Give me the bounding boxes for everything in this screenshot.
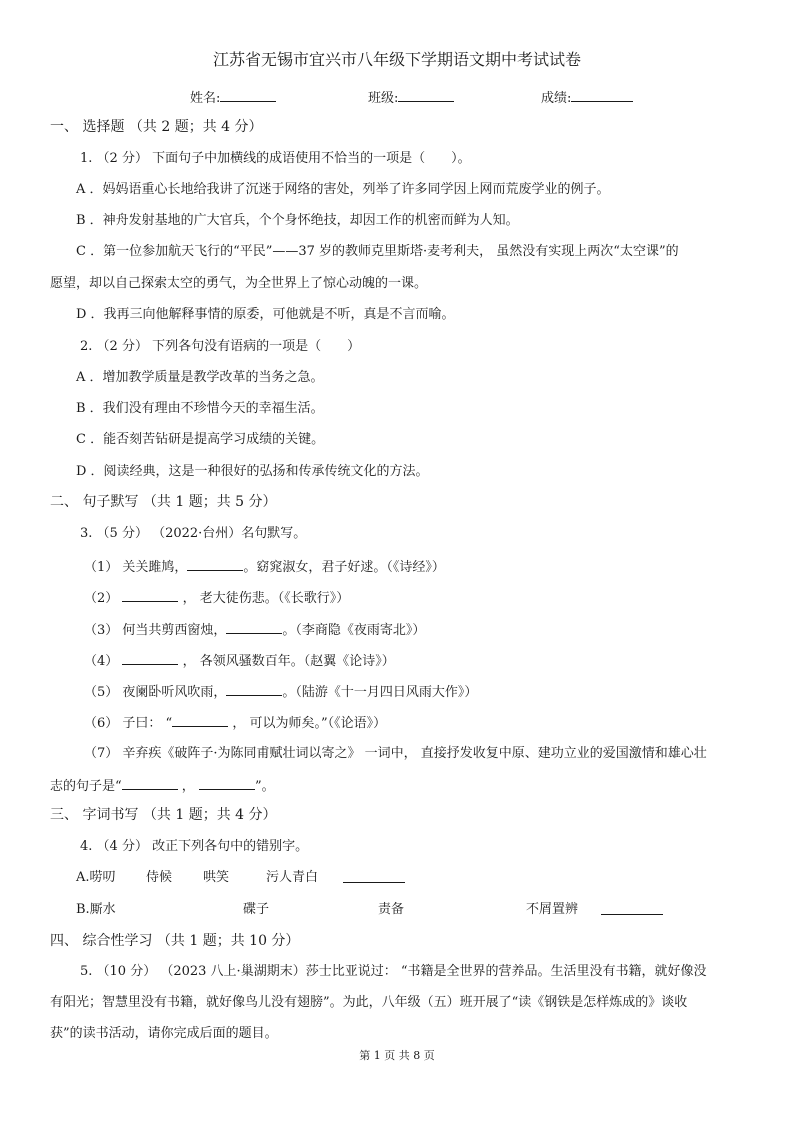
page-title: 江苏省无锡市宜兴市八年级下学期语文期中考试试卷: [212, 50, 581, 69]
option-c: C ．第一位参加航天飞行的“平民”——37 岁的教师克里斯塔·麦考利夫， 虽然没有实现上两次“太空课”的: [76, 244, 679, 259]
item-text: ， 可以为师矣。”（《论语》）: [232, 716, 387, 731]
item-text: 。（陆游《十一月四日风雨大作》）: [282, 685, 478, 700]
answer-blank: [122, 589, 178, 602]
score-label: 成绩:: [541, 91, 572, 106]
option-d: D ．我再三向他解释事情的原委，可他就是不听，真是不言而喻。: [76, 307, 455, 322]
item-text: ，: [181, 779, 195, 794]
word-cell: 不屑置辨: [526, 902, 579, 917]
section-heading: 一、 选择题 （共 2 题；共 4 分）: [50, 119, 263, 135]
item-text: （6） 子曰： “: [84, 716, 173, 731]
word-cell: 责备: [378, 902, 405, 917]
question-stem: 2. （2 分） 下列各句没有语病的一项是（ ）: [80, 339, 361, 354]
option-c: C ．能否刻苦钻研是提高学习成绩的关键。: [76, 432, 325, 447]
answer-blank: [187, 558, 243, 571]
recitation-item: [84, 621, 425, 639]
section-heading: 二、 句子默写 （共 1 题；共 5 分）: [50, 494, 277, 510]
class-label: 班级:: [368, 91, 399, 106]
option-d: D ．阅读经典，这是一种很好的弘扬和传承传统文化的方法。: [76, 464, 429, 479]
section-heading: 三、 字词书写 （共 1 题；共 4 分）: [50, 807, 277, 823]
class-field: [368, 89, 454, 107]
option-b: B ．我们没有理由不珍惜今天的幸福生活。: [76, 401, 324, 416]
option-c-continued: 愿望，却以自己探索太空的勇气，为全世界上了惊心动魄的一课。: [50, 276, 428, 291]
item-text: 。（李商隐《夜雨寄北》）: [282, 623, 426, 638]
item-text: ”。: [254, 779, 275, 794]
item-text: （5） 夜阑卧听风吹雨，: [84, 685, 227, 700]
recitation-item-continued: [50, 777, 275, 795]
name-blank: [220, 89, 276, 102]
score-field: [541, 89, 633, 107]
item-text: 。窈窕淑女，君子好逑。（《诗经》）: [243, 560, 445, 575]
page-footer: 第 1 页 共 8 页: [359, 1049, 435, 1062]
option-b: B ．神舟发射基地的广大官兵，个个身怀绝技，却因工作的机密而鲜为人知。: [76, 213, 519, 228]
item-text: 志的句子是“: [50, 779, 122, 794]
question-stem: 3. （5 分） （2022·台州）名句默写。: [80, 526, 307, 541]
word-cell: B.厮水: [76, 902, 116, 917]
class-blank: [398, 89, 454, 102]
answer-blank: [199, 777, 255, 790]
recitation-item: [84, 558, 445, 576]
word-cell: 污人青白: [266, 870, 319, 885]
question-stem: 1. （2 分） 下面句子中加横线的成语使用不恰当的一项是（ ）。: [80, 151, 471, 166]
item-text: （3） 何当共剪西窗烛，: [84, 623, 227, 638]
recitation-item: （7） 辛弃疾《破阵子·为陈同甫赋壮词以寄之》 一词中， 直接抒发收复中原、建功立业的爱国激情和雄心壮: [84, 746, 707, 761]
recitation-item: [84, 652, 395, 670]
option-a: A ．妈妈语重心长地给我讲了沉迷于网络的害处，列举了许多同学因上网而荒废学业的例子。: [76, 182, 610, 197]
item-text: （1） 关关雎鸠，: [84, 560, 188, 575]
word-cell: 侍候: [146, 870, 173, 885]
item-text: （2）: [84, 591, 119, 606]
recitation-item: [84, 683, 477, 701]
section-heading: 四、 综合性学习 （共 1 题；共 10 分）: [50, 933, 300, 949]
name-field: [190, 89, 276, 107]
item-text: ， 各领风骚数百年。（赵翼《论诗》）: [182, 654, 395, 669]
word-cell: 哄笑: [203, 870, 230, 885]
item-text: （4）: [84, 654, 119, 669]
score-blank: [571, 89, 633, 102]
question-stem: 5. （10 分） （2023 八上·巢湖期末）莎士比亚说过： “书籍是全世界的营养品。生活里没有书籍，就好像没: [80, 964, 707, 979]
answer-blank: [343, 870, 405, 883]
answer-blank: [122, 777, 178, 790]
recitation-item: [84, 714, 386, 732]
item-text: ， 老大徒伤悲。（《长歌行》）: [182, 591, 350, 606]
question-text: 获”的读书活动，请你完成后面的题目。: [50, 1026, 278, 1041]
answer-blank: [226, 621, 282, 634]
word-cell: A.唠叨: [76, 870, 116, 885]
answer-blank: [172, 714, 228, 727]
answer-blank: [122, 652, 178, 665]
name-label: 姓名:: [190, 91, 221, 106]
question-text: 有阳光；智慧里没有书籍，就好像鸟儿没有翅膀”。为此，八年级（五）班开展了“读《钢铁是怎样炼成的》谈收: [50, 995, 688, 1010]
answer-blank: [601, 902, 663, 915]
option-a: A ．增加教学质量是教学改革的当务之急。: [76, 370, 324, 385]
question-stem: 4. （4 分） 改正下列各句中的错别字。: [80, 839, 309, 854]
recitation-item: [84, 589, 349, 607]
word-cell: 碟子: [243, 902, 270, 917]
answer-blank: [226, 683, 282, 696]
